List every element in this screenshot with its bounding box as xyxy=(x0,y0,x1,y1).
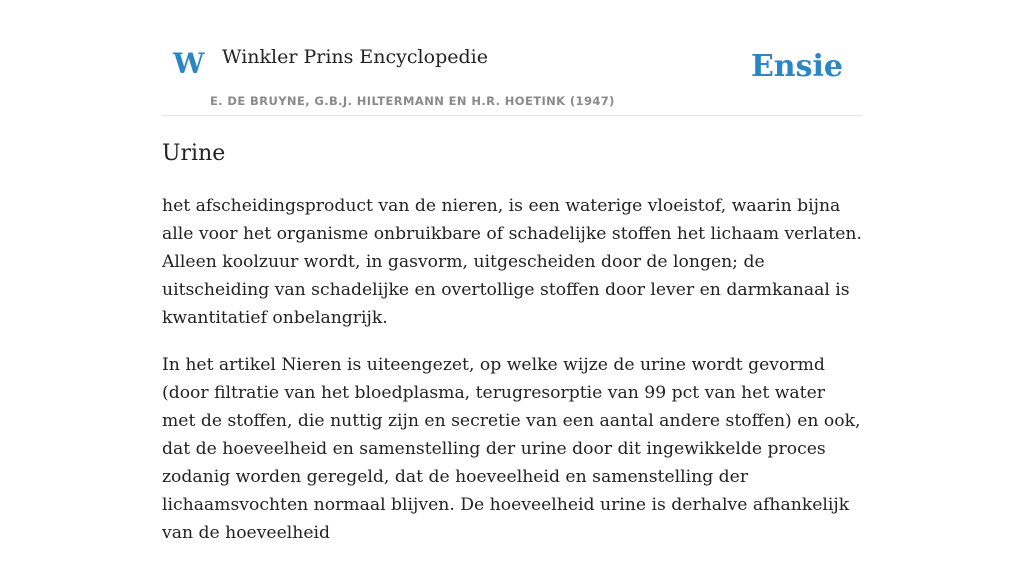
article-body xyxy=(162,192,862,566)
publication-title[interactable]: Winkler Prins Encyclopedie xyxy=(222,46,488,68)
ensie-brand-logo[interactable]: Ensie xyxy=(750,49,843,84)
article-paragraph: het afscheidingsproduct van de nieren, is een waterige vloeistof, waarin bijna alle voor het organisme onbruikbare of schadelijke stoffen het lichaam verlaten. Alleen koolzuur wordt, in gasvorm, uitgescheiden door de longen; de uitscheiding van schadelijke en overtollige stoffen door lever en darmkanaal is kwantitatief onbelangrijk. xyxy=(162,196,862,328)
page-header xyxy=(162,0,862,116)
winkler-prins-logo[interactable]: W xyxy=(173,47,205,80)
article-paragraph: In het artikel Nieren is uiteengezet, op welke wijze de urine wordt gevormd (door filtratie van het bloedplasma, terugresorptie van 99 pct van het water met de stoffen, die nuttig zijn en secretie van een aantal andere stoffen) en ook, dat de hoeveelheid en samenstelling der urine door dit ingewikkelde proces zodanig worden geregeld, dat de hoeveelheid en samenstelling der lichaamsvochten normaal blijven. De hoeveelheid urine is derhalve afhankelijk van de hoeveelheid xyxy=(162,355,861,543)
publication-authors: E. DE BRUYNE, G.B.J. HILTERMANN EN H.R. HOETINK (1947) xyxy=(210,94,615,108)
article-title: Urine xyxy=(162,141,226,166)
